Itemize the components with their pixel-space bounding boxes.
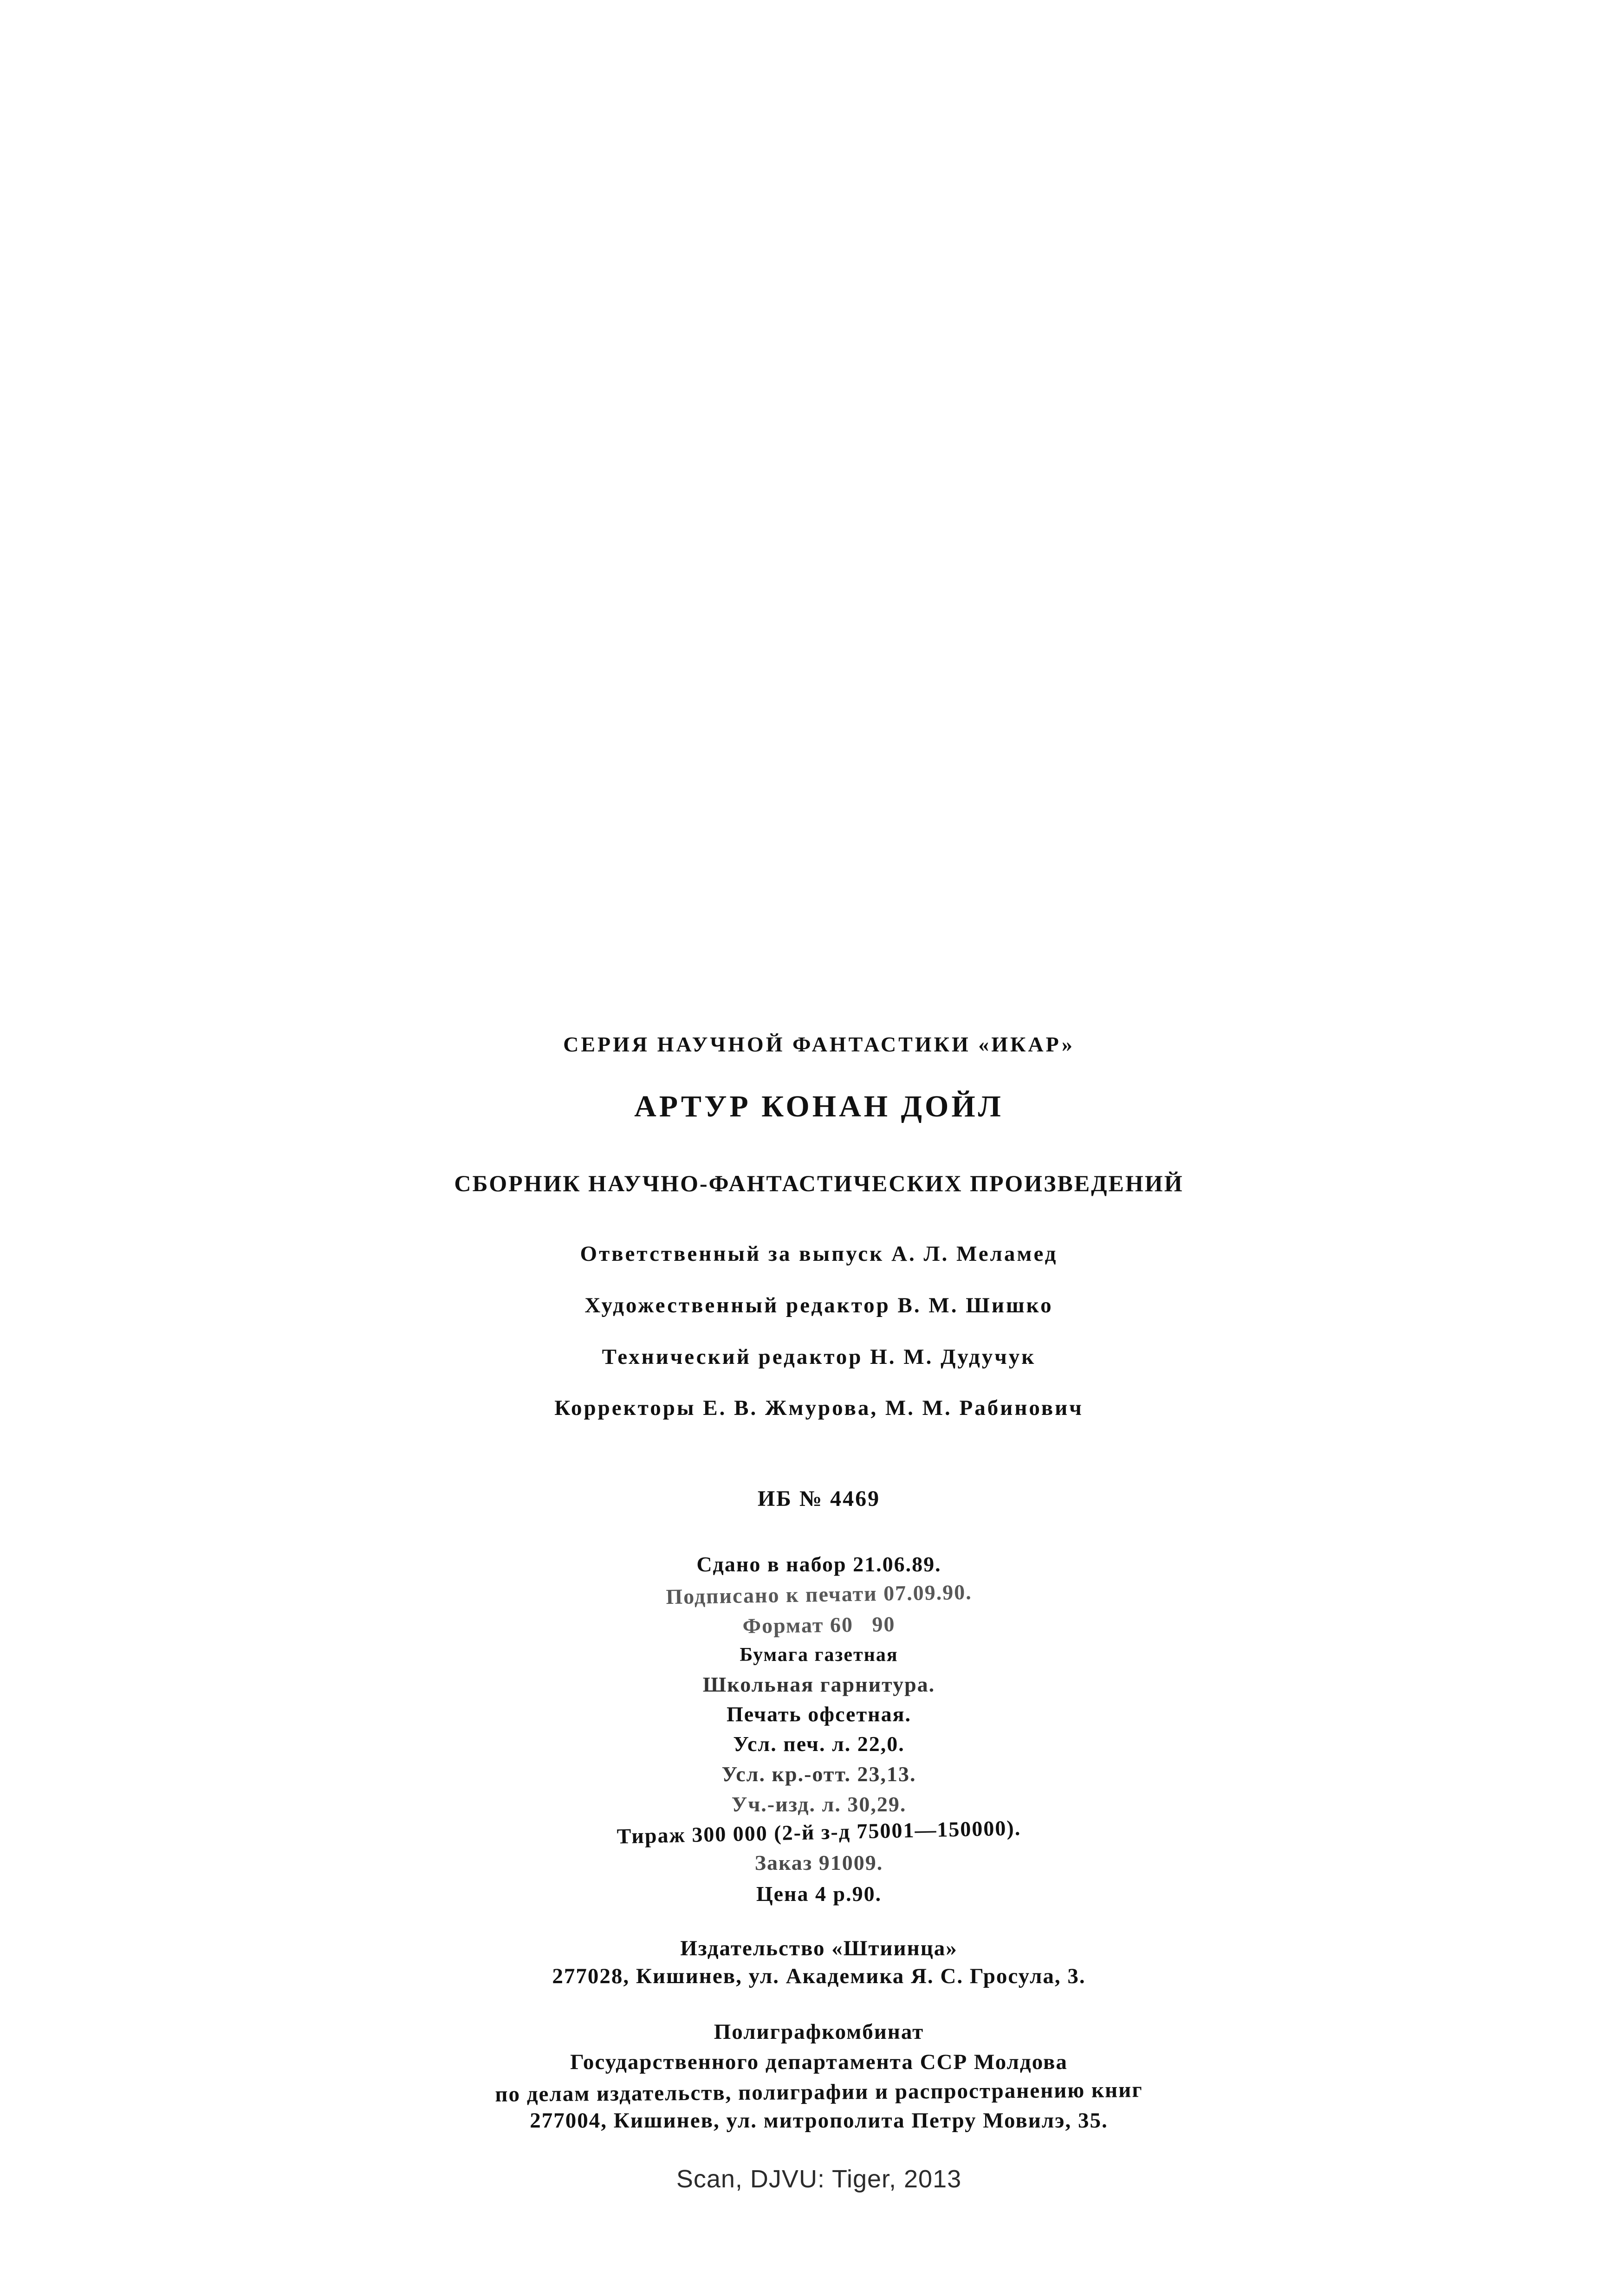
imprint-line-ink-impressions: Усл. кр.-отт. 23,13. — [721, 1762, 916, 1786]
imprint-line-print-method: Печать офсетная. — [727, 1702, 911, 1726]
publisher-address: 277028, Кишинев, ул. Академика Я. С. Гросула, 3. — [552, 1964, 1086, 1988]
staff-line-technical-editor: Технический редактор Н. М. Дудучук — [602, 1345, 1036, 1369]
staff-line-art-editor: Художественный редактор В. М. Шишко — [584, 1293, 1053, 1317]
author-name: АРТУР КОНАН ДОЙЛ — [634, 1090, 1004, 1123]
imprint-line-price: Цена 4 р.90. — [756, 1882, 882, 1906]
ib-number: ИБ № 4469 — [757, 1486, 881, 1511]
imprint-line-paper: Бумага газетная — [740, 1644, 898, 1666]
imprint-line-order-number: Заказ 91009. — [754, 1851, 883, 1874]
imprint-line-publisher-sheets: Уч.-изд. л. 30,29. — [731, 1792, 907, 1816]
imprint-line-format: Формат 60 90 — [742, 1612, 896, 1638]
imprint-line-typeset-date: Сдано в набор 21.06.89. — [696, 1552, 941, 1576]
imprint-line-print-run: Тираж 300 000 (2-й з-д 75001—150000). — [617, 1816, 1021, 1848]
imprint-line-typeface: Школьная гарнитура. — [702, 1673, 935, 1696]
scan-credit: Scan, DJVU: Tiger, 2013 — [676, 2165, 962, 2193]
staff-line-proofreaders: Корректоры Е. В. Жмурова, М. М. Рабинович — [554, 1396, 1084, 1420]
publisher-name: Издательство «Штиинца» — [680, 1936, 958, 1960]
series-title: СЕРИЯ НАУЧНОЙ ФАНТАСТИКИ «ИКАР» — [563, 1032, 1075, 1056]
imprint-line-print-date: Подписано к печати 07.09.90. — [665, 1580, 973, 1609]
printer-name: Полиграфкомбинат — [714, 2020, 924, 2044]
book-subtitle: СБОРНИК НАУЧНО-ФАНТАСТИЧЕСКИХ ПРОИЗВЕДЕНИЙ — [454, 1170, 1184, 1196]
staff-line-responsible-editor: Ответственный за выпуск А. Л. Меламед — [580, 1242, 1058, 1266]
printer-affairs-line: по делам издательств, полиграфии и распространению книг — [495, 2078, 1143, 2107]
printer-address: 277004, Кишинев, ул. митрополита Петру Мовилэ, 35. — [530, 2108, 1108, 2133]
printer-department-line: Государственного департамента ССР Молдова — [570, 2050, 1068, 2074]
imprint-line-printed-sheets: Усл. печ. л. 22,0. — [733, 1732, 905, 1756]
